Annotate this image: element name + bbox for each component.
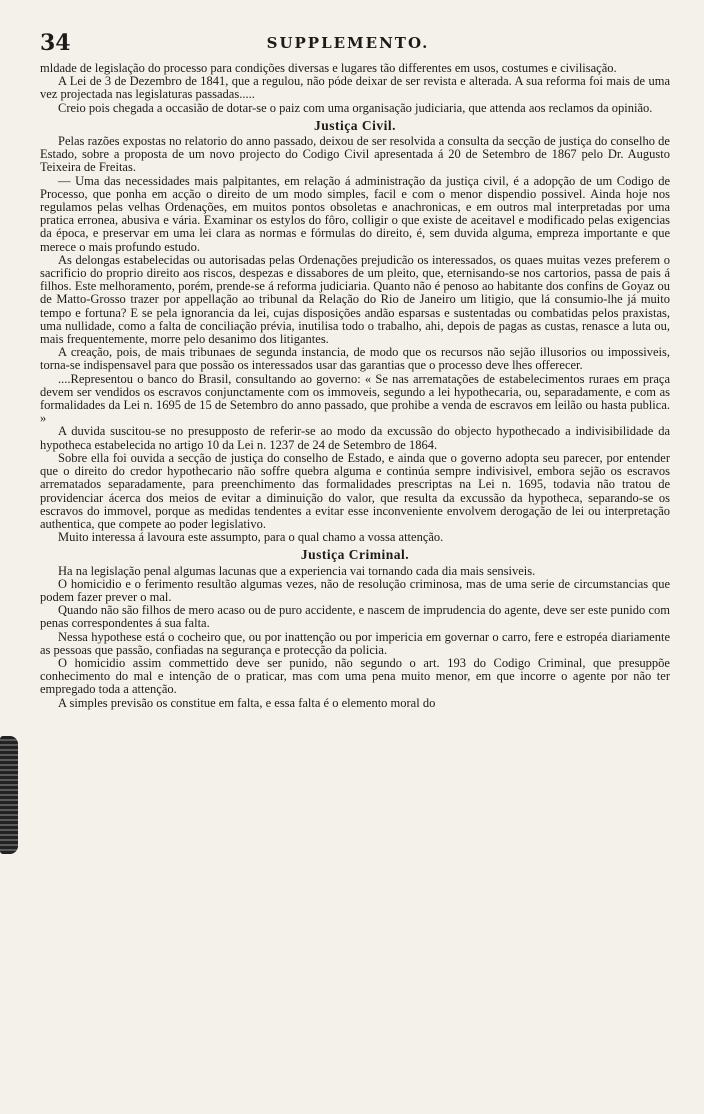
criminal-paragraph: O homicidio e o ferimento resultão algumas vezes, não de resolução criminosa, mas de uma serie de circumstancias que podem fazer prever o mal.: [40, 576, 670, 604]
civil-paragraph: ....Representou o banco do Brasil, consultando ao governo: « Se nas arrematações de estabelecimentos ruraes em praça devem ser vendidos os escravos conjunctamente com os immoveis, segundo a lei hypothecaria, ou, separadamente, e com as formalidades da Lei n. 1695 de 15 de Setembro do anno passado, que prohibe a venda de escravos em leilão ou hasta publica. »: [40, 371, 670, 426]
running-title: SUPPLEMENTO.: [266, 34, 430, 52]
civil-paragraph: As delongas estabelecidas ou autorisadas pelas Ordenações prejudicão os interessados, os quaes muitas vezes preferem o sacrificio do proprio direito aos riscos, despezas e dissabores de um pleito, que, eternisando-se nos cartorios, passa de pais á filhos. Este melhoramento, porém, prende-se á reforma judiciaria. Quanto não é penoso ao habitante dos confins de Goyaz ou de Matto-Grosso trazer por appellação ao tribunal da Relação do Rio de Janeiro um litigio, que lá consumio-lhe já muito tempo e fortuna? E se pela ignorancia da lei, cujas disposições andão esparsas e sustentadas ou combatidas pelos praxistas, uma nullidade, como a falta de conciliação prévia, inutilisa todo o trabalho, ahi, depois de pagas as custas, renasce a luta ou, mais frequentemente, morre pelo desanimo dos litigantes.: [40, 252, 670, 347]
body-text: [40, 62, 670, 710]
civil-paragraph: — Uma das necessidades mais palpitantes, em relação á administração da justiça civil, é a adopção de um Codigo de Processo, que ponha em acção o direito de um modo simples, facil e com o menor dispendio possivel. Ainda hoje nos regulamos pelas velhas Ordenações, em muitos pontos obsoletas e anachronicas, e em outros mal interpretadas por uma pratica erronea, abusiva e vária. Examinar os estylos do fôro, colligir o que existe de aceitavel e modificado pelas exigencias da época, e preservar em uma lei clara as normas e fórmulas do direito, é, sem duvida alguma, empreza importante e que merece o mais profundo estudo.: [40, 173, 670, 254]
section-heading-criminal: Justiça Criminal.: [300, 547, 410, 563]
civil-paragraph: Pelas razões expostas no relatorio do anno passado, deixou de ser resolvida a consulta da secção de justiça do conselho de Estado, sobre a proposta de um novo projecto do Codigo Civil apresentada á 20 de Setembro de 1867 pelo Dr. Augusto Teixeira de Freitas.: [40, 134, 670, 175]
civil-paragraph: A creação, pois, de mais tribunaes de segunda instancia, de modo que os recursos não sejão illusorios ou impossiveis, torna-se indispensavel para que possão os interessados usar das garantias que o processo deve lhes offerecer.: [40, 345, 670, 373]
page-header: [28, 30, 668, 56]
criminal-paragraph: Nessa hypothese está o cocheiro que, ou por inattenção ou por impericia em governar o carro, fere e estropéa diariamente as pessoas que passão, confiadas na segurança e protecção da policia.: [40, 629, 670, 657]
criminal-paragraph: Ha na legislação penal algumas lacunas que a experiencia vai tornando cada dia mais sensiveis.: [58, 563, 536, 578]
section-heading-civil: Justiça Civil.: [313, 117, 396, 133]
civil-paragraph: Muito interessa á lavoura este assumpto, para o qual chamo a vossa attenção.: [58, 530, 444, 545]
civil-paragraph: A duvida suscitou-se no presupposto de referir-se ao modo da excussão do objecto hypothecado a indivisibilidade da hypotheca estabelecida no artigo 10 da Lei n. 1237 de 24 de Setembro de 1864.: [40, 424, 670, 452]
criminal-paragraph: A simples previsão os constitue em falta, e essa falta é o elemento moral do: [58, 695, 436, 710]
criminal-paragraph: Quando não são filhos de mero acaso ou de puro accidente, e nascem de imprudencia do agente, deve ser este punido com penas correspondentes á sua falta.: [40, 603, 670, 631]
civil-paragraph: Sobre ella foi ouvida a secção de justiça do conselho de Estado, e ainda que o governo adopta seu parecer, por entender que o direito do credor hypothecario não soffre quebra alguma e continúa sempre indivisivel, embora sejão os escravos arrematados separadamente, para preenchimento das formalidades prescriptas na Lei n. 1695, todavia não tratou de providenciar ácerca dos meios de evitar a diminuição do valor, que resulta da excussão da hypotheca, separando-se os escravos do immovel, porque as medidas tendentes a evitar esse inconveniente envolvem derogação de lei ou interpretação authentica, que compete ao poder legislativo.: [40, 450, 670, 531]
page-number: 34: [40, 30, 71, 56]
intro-paragraph: A Lei de 3 de Dezembro de 1841, que a regulou, não póde deixar de ser revista e alterada. A sua reforma foi mais de uma vez projectada nas legislaturas passadas.....: [40, 74, 670, 102]
criminal-paragraph: O homicidio assim commettido deve ser punido, não segundo o art. 193 do Codigo Criminal, que presuppõe conhecimento do mal e intenção de o praticar, mas com uma pena muito menor, em que incorre o agente por não ter empregado toda a attenção.: [40, 655, 670, 697]
intro-paragraph: Creio pois chegada a occasião de dotar-se o paiz com uma organisação judiciaria, que attenda aos reclamos da opinião.: [58, 100, 653, 115]
intro-paragraph: mldade de legislação do processo para condições diversas e lugares tão differentes em usos, costumes e civilisação.: [40, 61, 617, 75]
binding-stain: [0, 736, 18, 854]
